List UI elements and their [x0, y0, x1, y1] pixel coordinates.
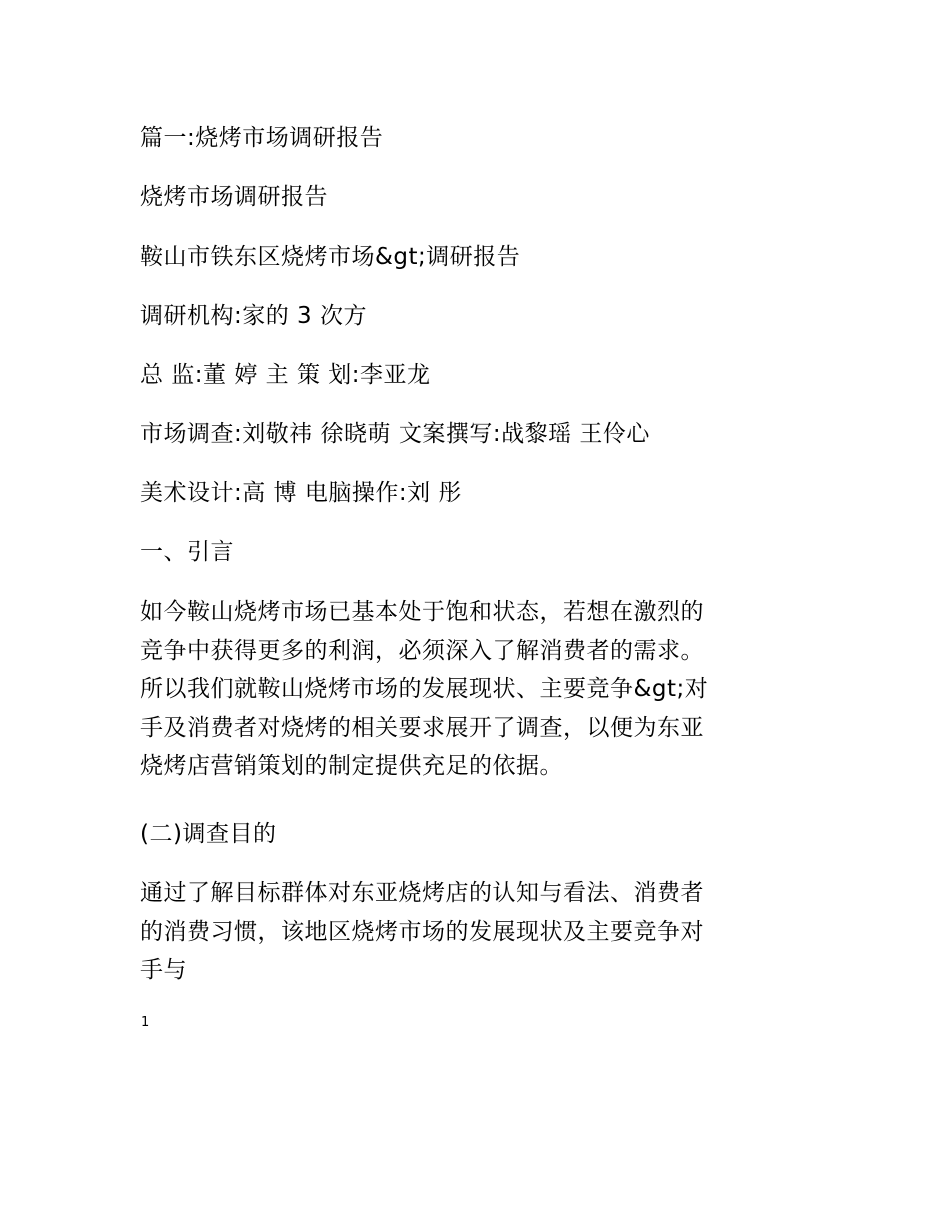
introduction-heading: 一、引言: [140, 539, 234, 565]
paragraph-line: 通过了解目标群体对东亚烧烤店的认知与看法、消费者: [140, 880, 704, 906]
paragraph-line: 烧烤店营销策划的制定提供充足的依据。: [140, 753, 563, 779]
paragraph-line: 的消费习惯，该地区烧烤市场的发展现状及主要竞争对: [140, 918, 704, 945]
survey-purpose-paragraph: [140, 878, 820, 994]
paragraph-line: 手与: [140, 957, 187, 983]
paragraph-line: 手及消费者对烧烤的相关要求展开了调查，以便为东亚: [140, 714, 704, 741]
page-number: 1: [141, 1015, 150, 1030]
introduction-paragraph: [140, 597, 820, 790]
paragraph-line: 所以我们就鞍山烧烤市场的发展现状、主要竞争&gt;对: [140, 676, 709, 702]
director-and-planner: 总 监:董 婷 主 策 划:李亚龙: [140, 362, 431, 388]
research-organization: 调研机构:家的 3 次方: [140, 303, 368, 329]
report-title: 烧烤市场调研报告: [140, 184, 328, 210]
design-and-operation-team: 美术设计:高 博 电脑操作:刘 彤: [140, 480, 462, 506]
survey-purpose-heading: (二)调查目的: [140, 821, 277, 847]
paragraph-line: 竞争中获得更多的利润，必须深入了解消费者的需求。: [140, 637, 704, 664]
research-and-copywriting-team: 市场调查:刘敬祎 徐晓萌 文案撰写:战黎瑶 王伶心: [140, 421, 650, 447]
document-heading: 篇一:烧烤市场调研报告: [140, 125, 384, 151]
paragraph-line: 如今鞍山烧烤市场已基本处于饱和状态，若想在激烈的: [140, 599, 704, 625]
report-subtitle: 鞍山市铁东区烧烤市场&gt;调研报告: [140, 244, 521, 270]
